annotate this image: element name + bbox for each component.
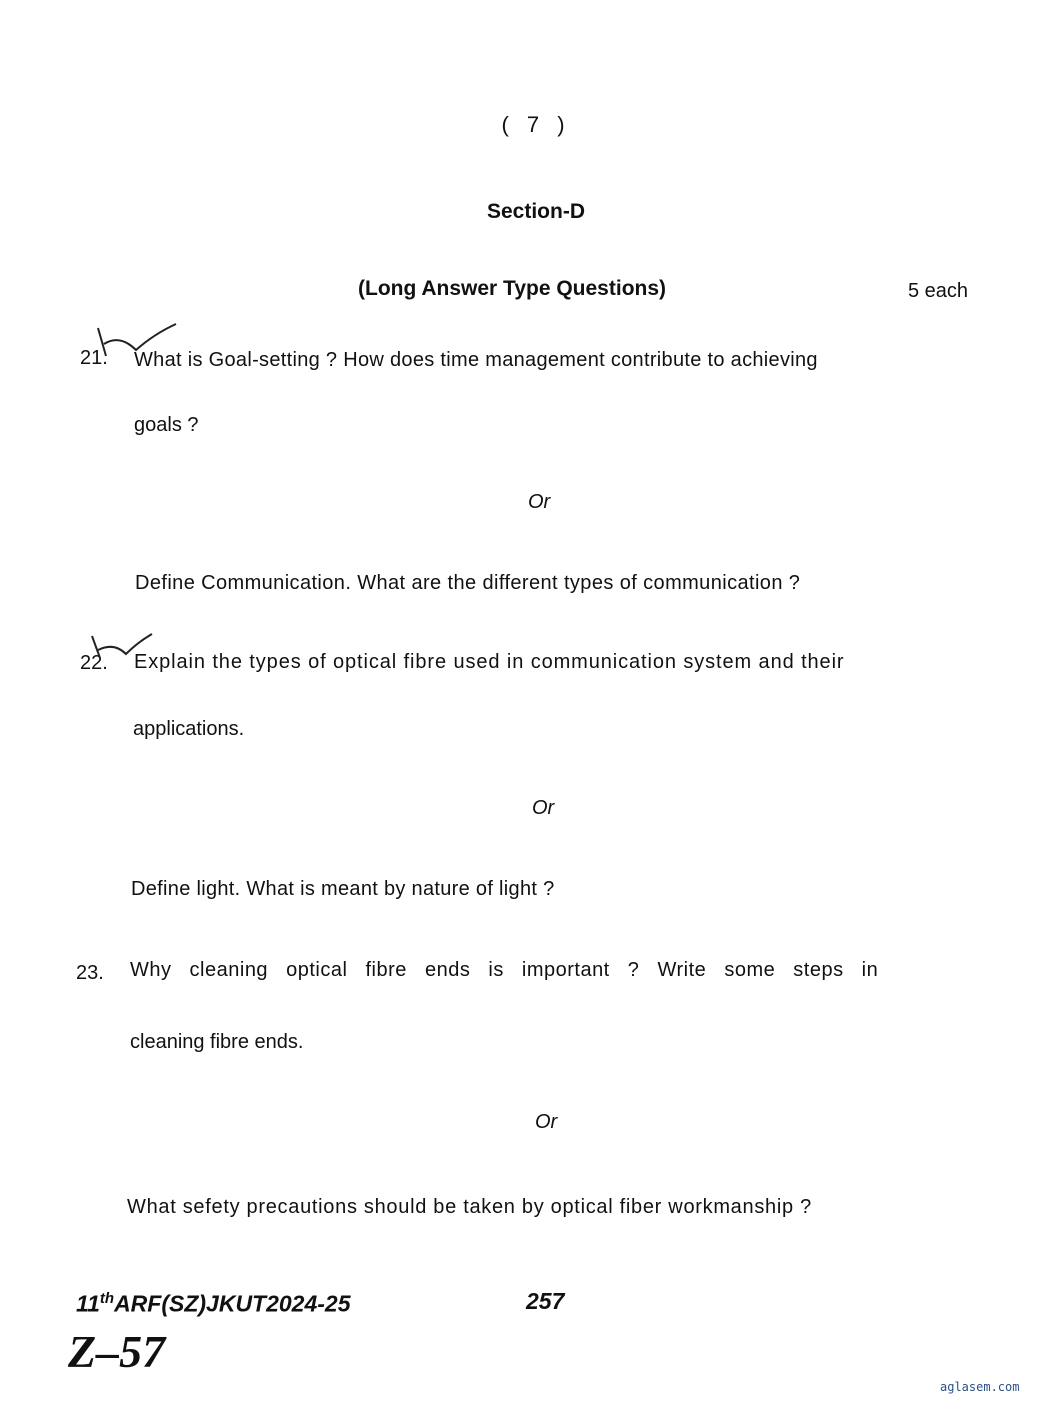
- question-text-line1: Why cleaning optical fibre ends is important ? Write some steps in: [130, 959, 879, 981]
- question-number-22: 22.: [80, 652, 108, 674]
- exam-code-suffix: ARF(SZ)JKUT2024-25: [114, 1290, 351, 1317]
- paper-code: Z–57: [68, 1326, 166, 1377]
- exam-code-sup: th: [99, 1290, 115, 1307]
- question-alternative: Define Communication. What are the different types of communication ?: [135, 572, 801, 594]
- question-number-21: 21.: [80, 347, 108, 369]
- question-number-23: 23.: [76, 962, 104, 984]
- question-text-line1: Explain the types of optical fibre used in communication system and their: [134, 651, 845, 673]
- footer-page-number: 257: [526, 1288, 565, 1314]
- question-text-line2: goals ?: [134, 414, 199, 436]
- or-separator: Or: [532, 797, 555, 819]
- marks-label: 5 each: [908, 280, 969, 302]
- or-separator: Or: [535, 1111, 558, 1133]
- question-alternative: What sefety precautions should be taken by optical fiber workmanship ?: [127, 1196, 812, 1218]
- exam-code-prefix: 11: [76, 1290, 100, 1317]
- section-subtitle: (Long Answer Type Questions): [358, 277, 667, 300]
- watermark: aglasem.com: [940, 1380, 1020, 1394]
- question-text-line1: What is Goal-setting ? How does time management contribute to achieving: [134, 349, 818, 371]
- section-title: Section-D: [486, 200, 585, 223]
- question-text-line2: applications.: [133, 718, 245, 740]
- or-separator: Or: [528, 491, 551, 513]
- question-alternative: Define light. What is meant by nature of light ?: [131, 878, 555, 900]
- exam-code: [76, 1290, 351, 1318]
- question-text-line2: cleaning fibre ends.: [130, 1031, 304, 1053]
- page-number: ( 7 ): [501, 112, 571, 137]
